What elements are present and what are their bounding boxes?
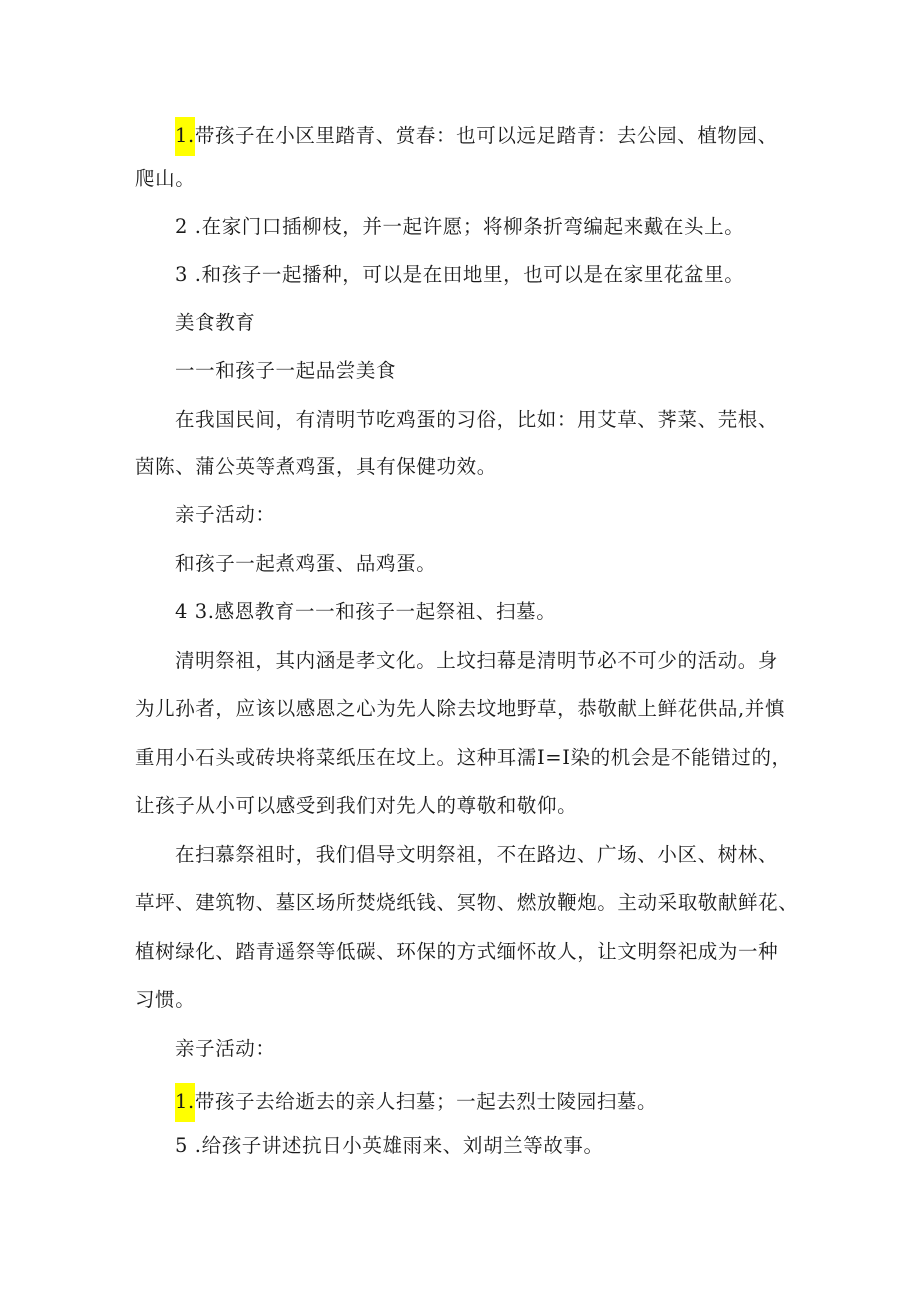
paragraph-line: 让孩子从小可以感受到我们对先人的尊敬和敬仰。 (135, 794, 578, 817)
paragraph-line: 草坪、建筑物、墓区场所焚烧纸钱、冥物、燃放鞭炮。主动采取敬献鲜花、 (135, 891, 799, 914)
list-item-3: 3 .和孩子一起播种，可以是在田地里，也可以是在家里花盆里。 (175, 263, 745, 286)
list-item-text: 带孩子在小区里踏青、赏春：也可以远足踏青：去公园、植物园、 (194, 124, 778, 147)
paragraph-line: 植树绿化、踏青遥祭等低碳、环保的方式缅怀故人，让文明祭祀成为一种 (135, 940, 779, 963)
highlighted-number: 1. (175, 1083, 195, 1122)
paragraph-line: 在我国民间，有清明节吃鸡蛋的习俗，比如：用艾草、荠菜、芫根、 (175, 408, 779, 431)
list-item-text: 带孩子去给逝去的亲人扫墓；一起去烈士陵园扫墓。 (194, 1090, 658, 1113)
paragraph-line: 重用小石头或砖块将菜纸压在坟上。这种耳濡I=I染的机会是不能错过的， (135, 746, 792, 769)
activity-text: 和孩子一起煮鸡蛋、品鸡蛋。 (175, 552, 437, 575)
list-item-1 (175, 117, 778, 156)
list-item-5: 5 .给孩子讲述抗日小英雄雨来、刘胡兰等故事。 (175, 1134, 604, 1157)
activity-label: 亲子活动： (175, 1037, 276, 1060)
activity-label: 亲子活动： (175, 503, 276, 526)
list-item-continuation: 爬山。 (135, 167, 196, 190)
paragraph-line: 习惯。 (135, 988, 196, 1011)
list-item-1 (175, 1083, 657, 1122)
paragraph-line: 清明祭祖，其内涵是孝文化。上坟扫幕是清明节必不可少的活动。身 (175, 649, 779, 672)
section-heading: 美食教育 (175, 311, 256, 334)
paragraph-line: 在扫慕祭祖时，我们倡导文明祭祖，不在路边、广场、小区、树林、 (175, 843, 779, 866)
paragraph-line: 茵陈、蒲公英等煮鸡蛋，具有保健功效。 (135, 455, 497, 478)
paragraph-line: 为儿孙者，应该以感恩之心为先人除去坟地野草，恭敬献上鲜花供品,并慎 (135, 697, 785, 720)
section-heading: 4 3.感恩教育一一和孩子一起祭祖、扫墓。 (175, 600, 557, 623)
section-subheading: 一一和孩子一起品尝美食 (175, 359, 397, 382)
list-item-2: 2 .在家门口插柳枝，并一起许愿；将柳条折弯编起来戴在头上。 (175, 215, 745, 238)
highlighted-number: 1. (175, 117, 195, 156)
